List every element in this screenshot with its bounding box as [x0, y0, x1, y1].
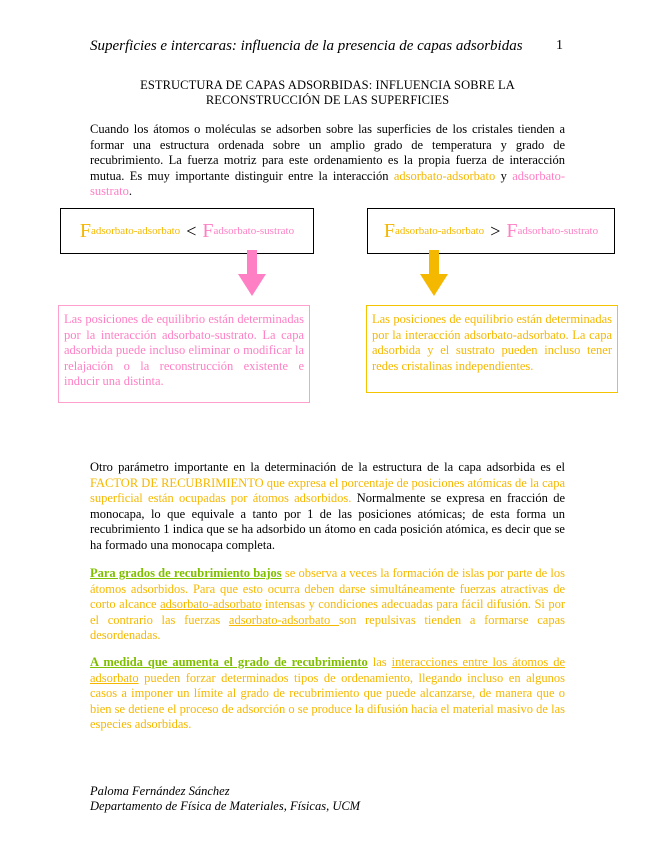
greater-than-symbol: >: [490, 220, 501, 241]
f-as-letter: F: [202, 219, 214, 242]
low-coverage-heading: Para grados de recubrimiento bajos: [90, 566, 282, 580]
intro-paragraph: [90, 122, 565, 200]
pink-down-arrow-icon: [237, 250, 267, 298]
footer-author: Paloma Fernández Sánchez: [90, 784, 230, 798]
term-adsorbato-adsorbato: adsorbato-adsorbato: [393, 168, 496, 183]
high-coverage-paragraph: [90, 655, 565, 733]
f-as-sub: adsorbato-sustrato: [213, 225, 295, 237]
f-as-sub: adsorbato-sustrato: [517, 225, 599, 237]
high-text-2: pueden forzar determinados tipos de ordenamiento, llegando incluso en algunos casos a imponer un límite al grado de recubrimiento que puede alcanzarse, de manera que o bien se detiene el proceso de adsorción o se produce la difusión hacia el material masivo de las especies adsorbidas.: [90, 670, 565, 731]
title-line-1: ESTRUCTURA DE CAPAS ADSORBIDAS: INFLUENCIA SOBRE LA: [140, 78, 515, 92]
intro-conj: y: [495, 168, 513, 183]
f-aa-sub: adsorbato-adsorbato: [394, 225, 485, 237]
low-link-1: adsorbato-adsorbato: [160, 597, 262, 611]
low-text-3: son repulsivas tienden a formarse capas desordenadas.: [90, 612, 565, 642]
footer-department: Departamento de Física de Materiales, Físicas, UCM: [90, 799, 361, 813]
less-than-symbol: <: [186, 220, 197, 241]
low-text-1: se observa a veces la formación de islas por parte de los átomos adsorbidos. Para que esto ocurra deben darse simultáneamente fuerzas atractivas de corto alcance: [90, 566, 565, 611]
title-line-2: RECONSTRUCCIÓN DE LAS SUPERFICIES: [205, 93, 450, 107]
document-title: [90, 78, 565, 108]
coverage-factor-definition: FACTOR DE RECUBRIMIENTO que expresa el porcentaje de posiciones atómicas de la capa superficial están ocupadas por átomos adsorbidos.: [90, 475, 565, 505]
low-text-2: intensas y condiciones adecuadas para fácil difusión. Si por el contrario las fuerzas: [90, 597, 565, 627]
f-aa-letter: F: [383, 219, 395, 242]
low-coverage-paragraph: [90, 566, 565, 644]
high-link-1: interacciones entre los átomos de adsorbato: [90, 655, 565, 685]
result-box-adsorbate-dominated: Las posiciones de equilibrio están determinadas por la interacción adsorbato-adsorbato. La capa adsorbida y el sustrato pueden incluso tener redes cristalinas independientes.: [366, 305, 618, 393]
force-comparison-greater: [367, 208, 615, 254]
coverage-part1: Otro parámetro importante en la determinación de la estructura de la capa adsorbida es el: [90, 460, 565, 474]
result-box-substrate-dominated: Las posiciones de equilibrio están determinadas por la interacción adsorbato-sustrato. La capa adsorbida puede incluso eliminar o modificar la relajación o la reconstrucción existente e inducir una distinta.: [58, 305, 310, 403]
running-header: Superficies e intercaras: influencia de la presencia de capas adsorbidas: [90, 38, 523, 54]
intro-end: .: [128, 184, 133, 198]
low-link-2: adsorbato-adsorbato: [228, 612, 339, 627]
f-as-letter: F: [506, 219, 518, 242]
yellow-down-arrow-icon: [419, 250, 449, 298]
coverage-part2: Normalmente se expresa en fracción de monocapa, lo que equivale a tanto por 1 de las posiciones atómicas; de esta forma un recubrimiento 1 indica que se ha adsorbido un átomo en cada posición atómica, es decir que se ha formado una monocapa completa.: [90, 491, 565, 552]
f-aa-letter: F: [79, 219, 91, 242]
term-adsorbato-sustrato: adsorbato-sustrato: [90, 168, 566, 198]
high-coverage-heading: A medida que aumenta el grado de recubrimiento: [90, 655, 368, 669]
high-text-1: las: [367, 655, 392, 669]
f-aa-sub: adsorbato-adsorbato: [90, 225, 181, 237]
page-number: 1: [556, 38, 563, 53]
force-comparison-less: [60, 208, 314, 254]
page-footer: [90, 784, 360, 814]
coverage-paragraph: [90, 460, 565, 553]
intro-text: Cuando los átomos o moléculas se adsorben sobre las superficies de los cristales tienden a formar una estructura ordenada sobre un amplio grado de temperatura y grado de recubrimiento. La fuerza motriz para este ordenamiento es la propia fuerza de interacción mutua. Es muy importante distinguir entre la interacción: [90, 122, 565, 183]
